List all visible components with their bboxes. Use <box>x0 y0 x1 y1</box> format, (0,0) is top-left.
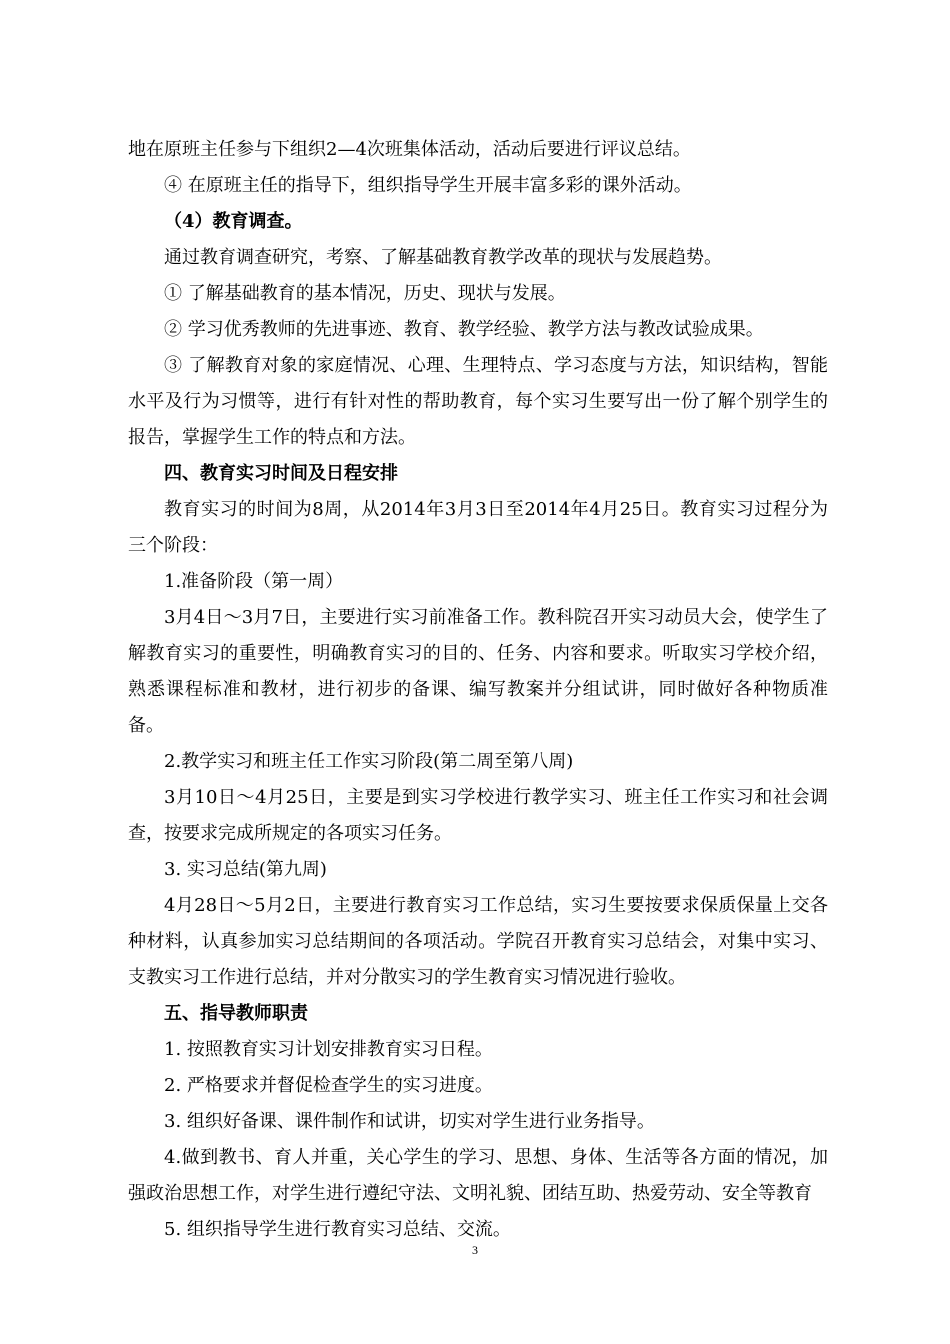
section-heading: 五、指导教师职责 <box>164 1003 308 1024</box>
paragraph: 3月4日～3月7日，主要进行实习前准备工作。教科院召开实习动员大会，使学生了解教育实习的重要性，明确教育实习的目的、任务、内容和要求。听取实习学校介绍，熟悉课程标准和教材，进行初步的备课、编写教案并分组试讲，同时做好各种物质准备。 <box>128 607 828 736</box>
paragraph: 5. 组织指导学生进行教育实习总结、交流。 <box>164 1219 511 1240</box>
paragraph: 1. 按照教育实习计划安排教育实习日程。 <box>164 1039 493 1060</box>
paragraph: 3. 实习总结(第九周) <box>164 859 327 880</box>
paragraph: 通过教育调查研究，考察、了解基础教育教学改革的现状与发展趋势。 <box>164 247 722 268</box>
paragraph: ② 学习优秀教师的先进事迹、教育、教学经验、教学方法与教改试验成果。 <box>164 319 764 340</box>
paragraph: 3. 组织好备课、课件制作和试讲，切实对学生进行业务指导。 <box>164 1111 655 1132</box>
paragraph: 4月28日～5月2日，主要进行教育实习工作总结，实习生要按要求保质保量上交各种材料，认真参加实习总结期间的各项活动。学院召开教育实习总结会，对集中实习、支教实习工作进行总结，并对分散实习的学生教育实习情况进行验收。 <box>128 895 828 988</box>
section-heading: （4）教育调查。 <box>164 211 303 232</box>
paragraph: 教育实习的时间为8周，从2014年3月3日至2014年4月25日。教育实习过程分为三个阶段： <box>128 499 828 556</box>
page-number: 3 <box>472 1243 478 1257</box>
paragraph: 3月10日～4月25日，主要是到实习学校进行教学实习、班主任工作实习和社会调查，按要求完成所规定的各项实习任务。 <box>128 787 828 844</box>
section-heading: 四、教育实习时间及日程安排 <box>164 463 398 484</box>
paragraph: ④ 在原班主任的指导下，组织指导学生开展丰富多彩的课外活动。 <box>164 175 692 196</box>
paragraph: 2. 严格要求并督促检查学生的实习进度。 <box>164 1075 493 1096</box>
paragraph: ③ 了解教育对象的家庭情况、心理、生理特点、学习态度与方法，知识结构，智能水平及行为习惯等，进行有针对性的帮助教育，每个实习生要写出一份了解个别学生的报告，掌握学生工作的特点和方法。 <box>128 355 828 448</box>
paragraph: 4.做到教书、育人并重，关心学生的学习、思想、身体、生活等各方面的情况，加强政治思想工作，对学生进行遵纪守法、文明礼貌、团结互助、热爱劳动、安全等教育 <box>128 1147 828 1204</box>
paragraph: ① 了解基础教育的基本情况，历史、现状与发展。 <box>164 283 566 304</box>
paragraph: 1.准备阶段（第一周） <box>164 571 344 592</box>
paragraph: 2.教学实习和班主任工作实习阶段(第二周至第八周) <box>164 751 574 772</box>
page-body <box>128 132 828 1248</box>
paragraph: 地在原班主任参与下组织2—4次班集体活动，活动后要进行评议总结。 <box>128 139 691 160</box>
